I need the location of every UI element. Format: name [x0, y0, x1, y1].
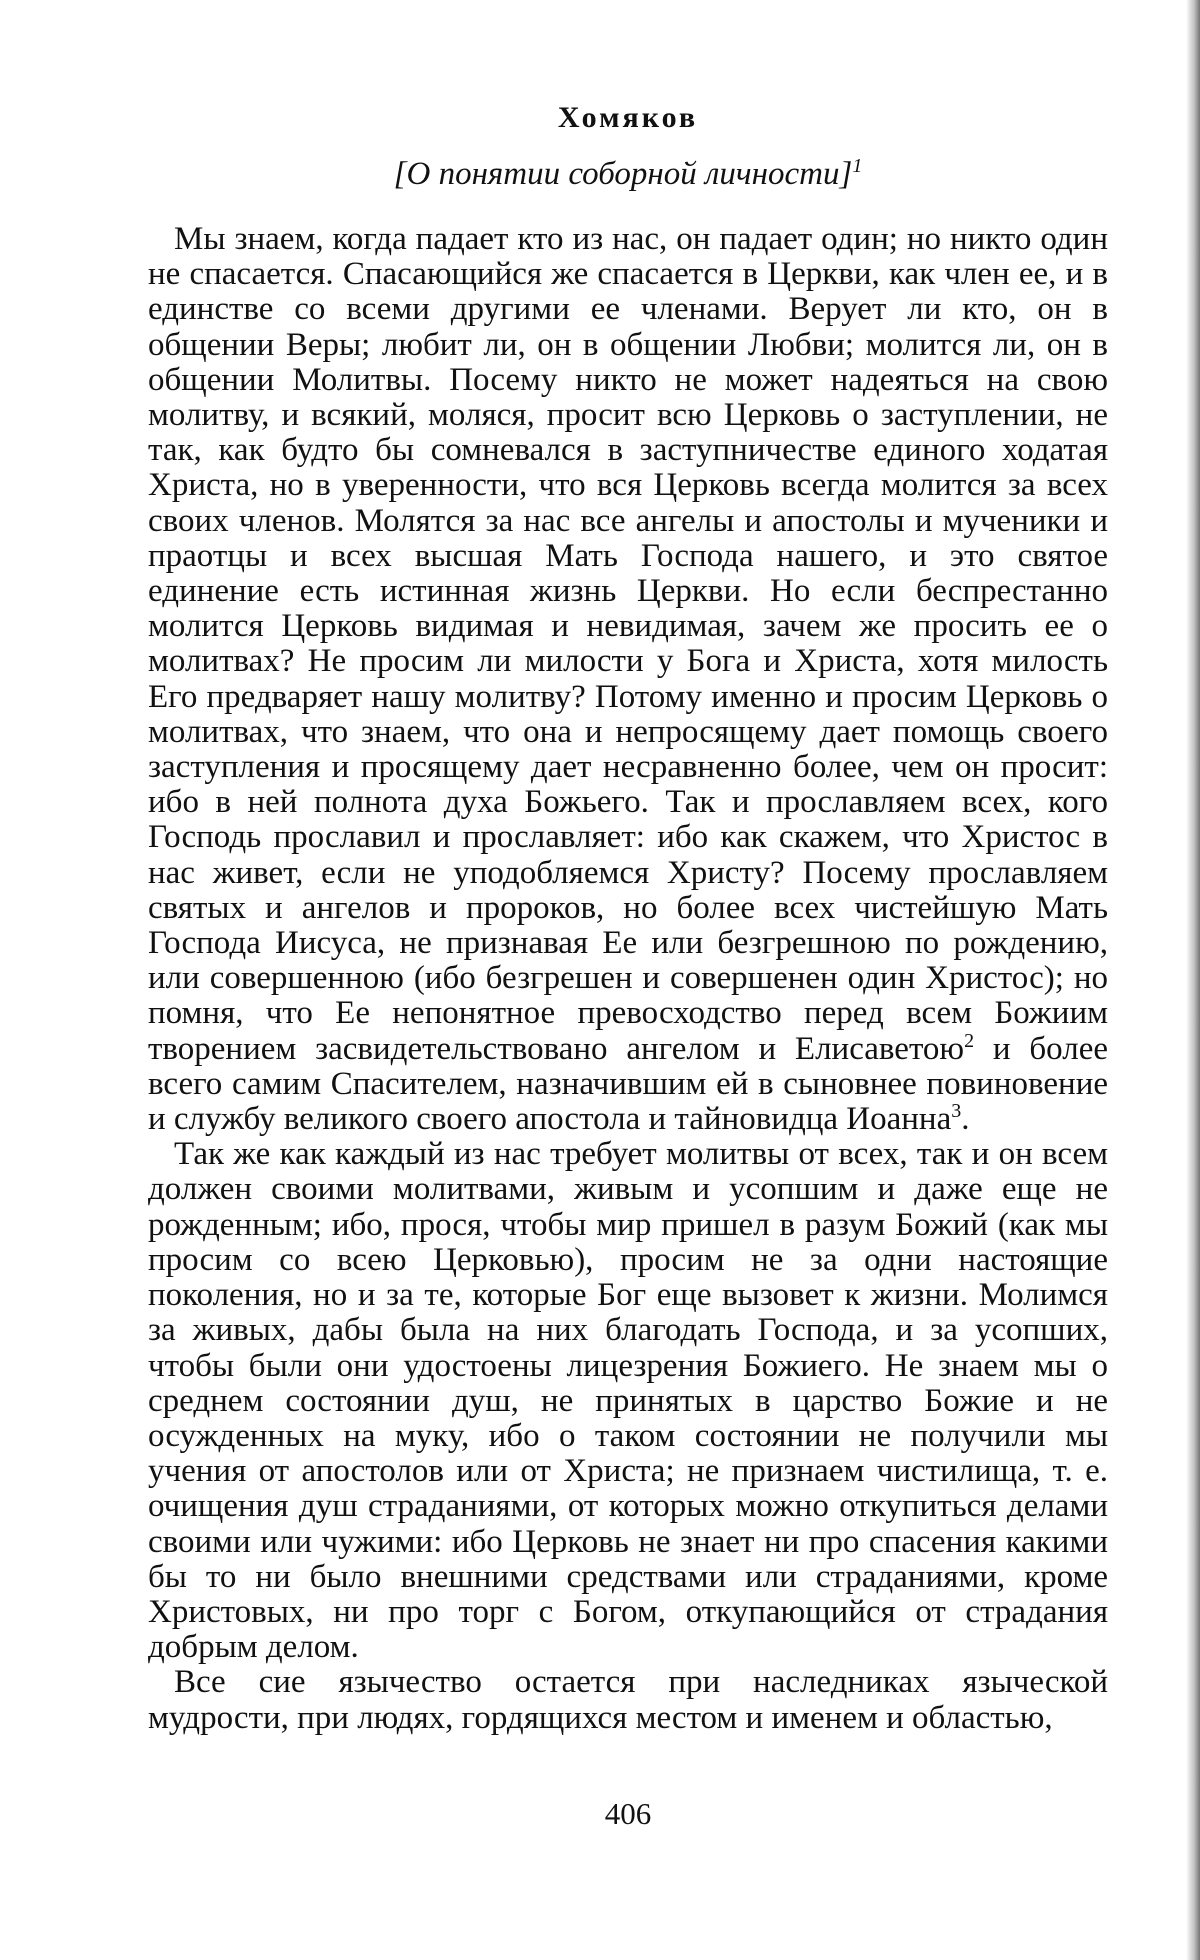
paragraph-text: Все сие язычество остается при наследниках языческой мудрости, при людях, гордящихся местом и именем и областью,: [148, 1664, 1108, 1736]
paragraph: [148, 1137, 1108, 1665]
paragraph: [148, 1665, 1108, 1735]
subtitle-text: [О понятии соборной личности]: [393, 156, 853, 192]
paragraph-text: Так же как каждый из нас требует молитвы от всех, так и он всем должен своими молитвами, живым и усопшим и даже еще не рожденным; ибо, прося, чтобы мир пришел в разум Божий (как мы просим со всею Церковью), просим не за одни настоящие поколения, но и за те, которые Бог еще вызовет к жизни. Молимся за живых, дабы была на них благодать Господа, и за усопших, чтобы были они удостоены лицезрения Божиего. Не знаем мы о среднем состоянии душ, не принятых в царство Божие и не осужденных на муку, ибо о таком состоянии не получили мы учения от апостолов или от Христа; не признаем чистилища, т. е. очищения душ страданиями, от которых можно откупиться делами своими или чужими: ибо Церковь не знает ни про спасения какими бы то ни было внешними средствами или страданиями, кроме Христовых, ни про торг с Богом, откупающийся от страдания добрым делом.: [148, 1136, 1108, 1666]
book-page: [148, 100, 1108, 1831]
author-heading: Хомяков: [557, 101, 699, 134]
paragraph-text: Мы знаем, когда падает кто из нас, он падает один; но никто один не спасается. Спасающийся же спасается в Церкви, как член ее, и в единстве со всеми другими ее членами. Верует ли кто, он в общении Веры; любит ли, он в общении Любви; молится ли, он в общении Молитвы. Посему никто не может надеяться на свою молитву, и всякий, моляся, просит всю Церковь о заступлении, не так, как будто бы сомневался в заступничестве единого ходатая Христа, но в уверенности, что вся Церковь всегда молится за всех своих членов. Молятся за нас все ангелы и апостолы и мученики и праотцы и всех высшая Мать Господа нашего, и это святое единение есть истинная жизнь Церкви. Но если беспрестанно молится Церковь видимая и невидимая, зачем же просить ее о молитвах? Не просим ли милости у Бога и Христа, хотя милость Его предваряет нашу молитву? Потому именно и просим Церковь о молитвах, что знаем, что она и непросящему дает помощь своего заступления и просящему дает несравненно более, чем он просит: ибо в ней полнота духа Божьего. Так и прославляем всех, кого Господь прославил и прославляет: ибо как скажем, что Христос в нас живет, если не уподобляемся Христу? Посему прославляем святых и ангелов и пророков, но более всех чистейшую Мать Господа Иисуса, не признавая Ее или безгрешною по рождению, или совершенною (ибо безгрешен и совершенен один Христос); но помня, что Ее непонятное превосходство перед всем Божиим творением засвидетельствовано ангелом и Елисаветою: [148, 221, 1108, 1067]
page-number: 406: [604, 1796, 652, 1831]
footnote-marker: 1: [852, 155, 863, 177]
footnote-marker: 3: [951, 1100, 962, 1123]
body-text: [148, 222, 1108, 1736]
footnote-marker: 2: [964, 1029, 975, 1052]
paragraph: [148, 222, 1108, 1137]
section-subtitle: [148, 154, 1108, 194]
paragraph-text: и более всего самим Спасителем, назначившим ей в сыновнее повиновение и службу великого своего апостола и тайновидца Иоанна: [148, 1030, 1108, 1138]
page-edge-shadow: [1186, 0, 1200, 1960]
paragraph-text: .: [961, 1101, 970, 1138]
